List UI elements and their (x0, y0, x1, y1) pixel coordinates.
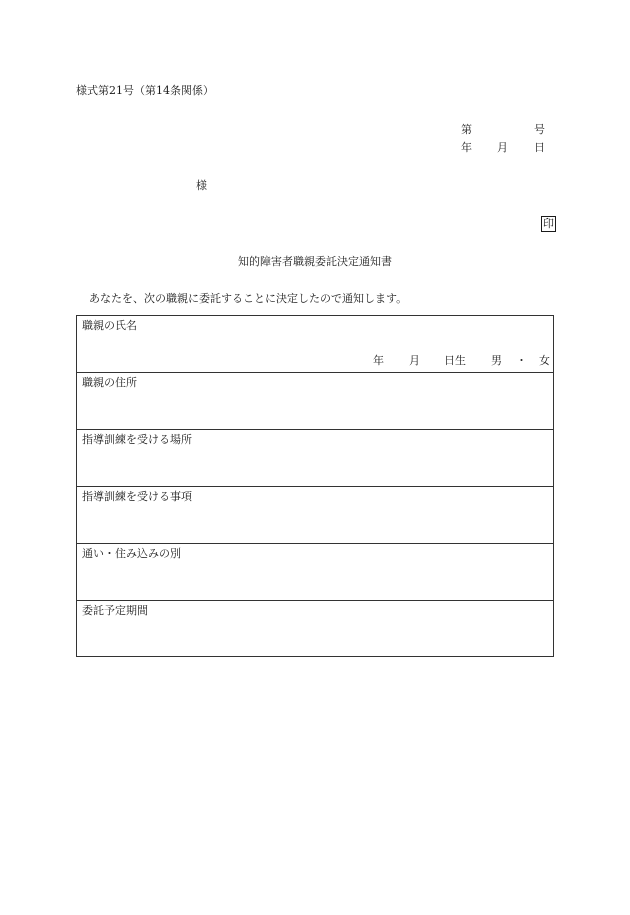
sex-separator: ・ (516, 354, 527, 367)
row-label: 委託予定期間 (82, 604, 148, 617)
table-row (77, 373, 553, 430)
document-title: 知的障害者職親委託決定通知書 (238, 255, 392, 268)
table-row (77, 544, 553, 601)
row-label: 通い・住み込みの別 (82, 547, 181, 560)
row-label: 職親の住所 (82, 376, 137, 389)
row-label: 指導訓練を受ける事項 (82, 490, 192, 503)
birth-month: 月 (409, 354, 420, 367)
table-row (77, 487, 553, 544)
intro-text: あなたを、次の職親に委託することに決定したので通知します。 (89, 292, 408, 305)
sex-male: 男 (491, 354, 502, 367)
date-month: 月 (497, 141, 508, 154)
birth-day: 日生 (444, 354, 466, 367)
form-id: 様式第21号（第14条関係） (76, 84, 214, 97)
sex-female: 女 (539, 354, 550, 367)
number-suffix: 号 (534, 123, 545, 136)
table-row (77, 316, 553, 373)
table-row (77, 601, 553, 656)
birth-year: 年 (373, 354, 384, 367)
addressee-suffix: 様 (196, 179, 207, 192)
date-day: 日 (534, 141, 545, 154)
number-prefix: 第 (461, 123, 472, 136)
detail-table (76, 315, 554, 657)
table-row (77, 430, 553, 487)
row-label: 指導訓練を受ける場所 (82, 433, 192, 446)
row-label: 職親の氏名 (82, 319, 137, 332)
seal-icon: 印 (543, 217, 554, 230)
birth-and-sex-line (77, 354, 553, 368)
date-year: 年 (461, 141, 472, 154)
